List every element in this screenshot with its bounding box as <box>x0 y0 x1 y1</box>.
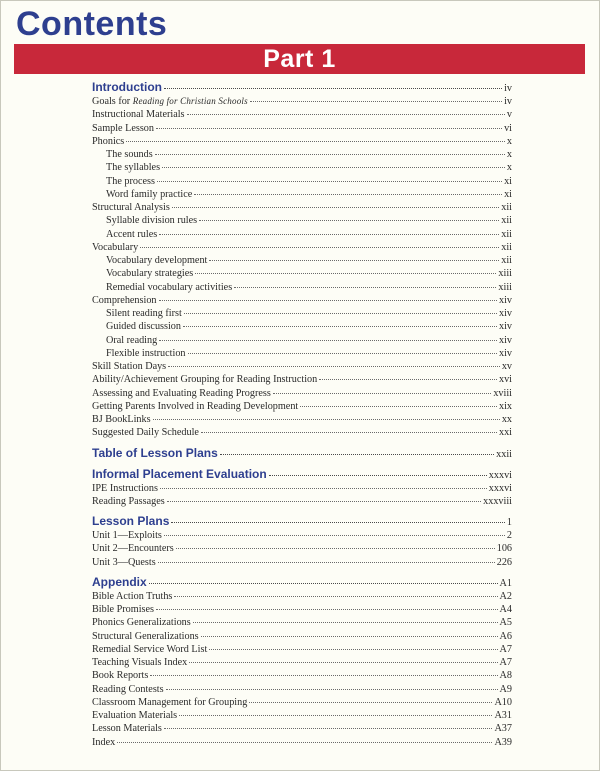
toc-entry-instructional-materials[interactable] <box>92 108 512 121</box>
page-number: xii <box>501 241 512 253</box>
dot-leader <box>156 609 498 610</box>
toc-entry-assessing-progress[interactable] <box>92 387 512 400</box>
toc-entry-accent-rules[interactable] <box>92 228 512 241</box>
page-number: A9 <box>499 683 512 695</box>
toc-entry-index[interactable] <box>92 736 512 749</box>
page-number: A31 <box>494 710 512 721</box>
dot-leader <box>194 194 502 195</box>
dot-leader <box>166 689 498 690</box>
toc-entry-bible-action-truths[interactable] <box>92 590 512 603</box>
entry-label: The sounds <box>106 149 153 160</box>
entry-label: Getting Parents Involved in Reading Development <box>92 400 299 412</box>
entry-label: Assessing and Evaluating Reading Progress <box>92 387 271 399</box>
page-number: 106 <box>496 543 512 555</box>
page-number: iv <box>504 83 512 94</box>
entry-label: Reading Contests <box>92 683 164 695</box>
entry-label: Oral reading <box>106 334 158 346</box>
page-number: iv <box>504 96 512 107</box>
page-number: xix <box>498 400 512 412</box>
entry-label: Lesson Materials <box>92 723 162 735</box>
entry-label: Ability/Achievement Grouping for Reading Instruction <box>92 374 318 386</box>
toc-entry-unit-1[interactable] <box>92 529 512 542</box>
toc-entry-vocabulary-development[interactable] <box>92 254 512 267</box>
toc-entry-guided-discussion[interactable] <box>92 320 512 333</box>
toc-entry-flexible-instruction[interactable] <box>92 347 512 360</box>
toc-entry-ipe-instructions[interactable] <box>92 482 512 495</box>
toc-entry-structural-generalizations[interactable] <box>92 630 512 643</box>
dot-leader <box>300 406 497 407</box>
toc-section-table-of-lesson-plans[interactable] <box>92 446 512 461</box>
dot-leader <box>209 649 497 650</box>
toc-entry-remedial-vocabulary-activities[interactable] <box>92 281 512 294</box>
book-title-italic: Reading for Christian Schools <box>132 96 248 106</box>
toc-entry-suggested-daily-schedule[interactable] <box>92 426 512 439</box>
entry-label: Book Reports <box>92 670 149 682</box>
dot-leader <box>157 181 502 182</box>
entry-label: Instructional Materials <box>92 109 185 121</box>
dot-leader <box>149 583 498 584</box>
dot-leader <box>176 548 495 549</box>
section-label: Introduction <box>92 80 162 94</box>
toc-entry-comprehension[interactable] <box>92 294 512 307</box>
section-label: Informal Placement Evaluation <box>92 466 267 481</box>
dot-leader <box>250 101 502 102</box>
entry-label: Structural Generalizations <box>92 630 199 642</box>
page-number: x <box>506 162 512 174</box>
entry-label: Unit 1—Exploits <box>92 530 162 541</box>
dot-leader <box>164 88 502 89</box>
dot-leader <box>164 535 505 536</box>
toc-section-introduction[interactable] <box>92 80 512 95</box>
section-label: Table of Lesson Plans <box>92 445 218 460</box>
page-number: xv <box>501 361 512 372</box>
dot-leader <box>126 141 505 142</box>
toc-entry-structural-analysis[interactable] <box>92 201 512 214</box>
dot-leader <box>188 353 497 354</box>
entry-label: IPE Instructions <box>92 482 158 494</box>
page-number: 1 <box>506 517 512 528</box>
dot-leader <box>189 662 497 663</box>
page-number: v <box>506 109 512 121</box>
entry-label: Bible Promises <box>92 604 154 615</box>
toc-entry-goals[interactable] <box>92 95 512 108</box>
page-number: xi <box>504 175 512 187</box>
page-number: vi <box>504 122 512 134</box>
toc-section-lesson-plans[interactable] <box>92 514 512 529</box>
page-number: xvi <box>498 374 512 386</box>
entry-label: Syllable division rules <box>106 215 198 227</box>
toc-entry-reading-passages[interactable] <box>92 495 512 508</box>
dot-leader <box>159 300 497 301</box>
page-number: xiv <box>498 347 512 359</box>
table-of-contents <box>92 80 512 749</box>
page-number: xii <box>501 215 512 227</box>
toc-entry-oral-reading[interactable] <box>92 334 512 347</box>
page-number: xiv <box>498 321 512 333</box>
entry-label: Unit 3—Quests <box>92 556 156 568</box>
entry-label: The syllables <box>106 162 161 174</box>
toc-entry-remedial-service-word-list[interactable] <box>92 643 512 656</box>
part-banner: Part 1 <box>14 44 585 74</box>
dot-leader <box>155 154 505 155</box>
toc-entry-phonics-generalizations[interactable] <box>92 616 512 629</box>
toc-entry-unit-2[interactable] <box>92 542 512 555</box>
toc-entry-the-process[interactable] <box>92 175 512 188</box>
page-number: xiv <box>498 294 512 306</box>
dot-leader <box>160 488 487 489</box>
entry-label: BJ BookLinks <box>92 414 151 425</box>
toc-entry-silent-reading-first[interactable] <box>92 307 512 320</box>
dot-leader <box>184 313 497 314</box>
page-number: A4 <box>499 604 512 615</box>
toc-entry-classroom-management[interactable] <box>92 696 512 709</box>
toc-entry-word-family-practice[interactable] <box>92 188 512 201</box>
page-number: 226 <box>496 556 512 568</box>
page-number: x <box>506 135 512 147</box>
toc-entry-sample-lesson[interactable] <box>92 122 512 135</box>
page-number: xiv <box>498 334 512 346</box>
toc-entry-book-reports[interactable] <box>92 669 512 682</box>
dot-leader <box>140 247 499 248</box>
entry-label: Suggested Daily Schedule <box>92 427 199 439</box>
dot-leader <box>195 273 496 274</box>
page-number: xxi <box>498 427 512 439</box>
page-number: 2 <box>506 530 512 541</box>
toc-entry-the-syllables[interactable] <box>92 161 512 174</box>
toc-entry-phonics[interactable] <box>92 135 512 148</box>
page-number: xii <box>501 255 512 266</box>
dot-leader <box>193 622 498 623</box>
page-number: xiii <box>498 268 512 280</box>
page-number: A37 <box>494 723 512 735</box>
page-title: Contents <box>16 5 168 43</box>
page-number: xxxvi <box>488 469 512 481</box>
toc-entry-syllable-division-rules[interactable] <box>92 214 512 227</box>
page-number: A10 <box>494 696 512 708</box>
page-number: xiii <box>498 281 512 293</box>
entry-label: Teaching Visuals Index <box>92 657 188 668</box>
dot-leader <box>249 702 492 703</box>
entry-label: The process <box>106 175 155 187</box>
page-number: xxxviii <box>483 495 512 507</box>
page-number: xxxvi <box>488 482 512 494</box>
toc-section-informal-placement-evaluation[interactable] <box>92 467 512 482</box>
entry-label: Bible Action Truths <box>92 590 173 602</box>
entry-label: Goals for Reading for Christian Schools <box>92 96 248 107</box>
entry-label: Index <box>92 736 116 748</box>
entry-label: Unit 2—Encounters <box>92 543 174 555</box>
dot-leader <box>174 596 497 597</box>
dot-leader <box>187 114 505 115</box>
page-number: xviii <box>493 387 512 399</box>
entry-label: Silent reading first <box>106 308 182 319</box>
section-label: Appendix <box>92 574 147 589</box>
page-number: A7 <box>499 657 512 668</box>
dot-leader <box>209 260 499 261</box>
dot-leader <box>156 128 502 129</box>
dot-leader <box>164 728 493 729</box>
page-number: A6 <box>499 630 512 642</box>
page-number: A2 <box>499 590 512 602</box>
dot-leader <box>159 340 497 341</box>
section-label: Lesson Plans <box>92 514 170 528</box>
dot-leader <box>171 522 505 523</box>
toc-entry-getting-parents-involved[interactable] <box>92 400 512 413</box>
page-number: xiv <box>498 308 512 319</box>
entry-label: Vocabulary <box>92 241 139 253</box>
dot-leader <box>199 220 499 221</box>
entry-label: Word family practice <box>106 188 193 200</box>
page-number: xii <box>501 228 512 240</box>
dot-leader <box>179 715 492 716</box>
entry-label: Remedial vocabulary activities <box>106 281 233 293</box>
toc-entry-reading-contests[interactable] <box>92 683 512 696</box>
toc-entry-skill-station-days[interactable] <box>92 360 512 373</box>
entry-label: Evaluation Materials <box>92 710 178 721</box>
entry-label: Guided discussion <box>106 321 181 333</box>
page-number: A1 <box>499 577 512 589</box>
dot-leader <box>168 366 500 367</box>
dot-leader <box>183 326 497 327</box>
dot-leader <box>201 636 498 637</box>
toc-entry-the-sounds[interactable] <box>92 148 512 161</box>
toc-entry-vocabulary[interactable] <box>92 241 512 254</box>
entry-label: Reading Passages <box>92 495 165 507</box>
toc-entry-ability-grouping[interactable] <box>92 373 512 386</box>
page-number: xx <box>501 414 512 425</box>
entry-label: Comprehension <box>92 294 157 306</box>
page-number: A5 <box>499 617 512 629</box>
entry-label: Classroom Management for Grouping <box>92 696 248 708</box>
entry-label: Flexible instruction <box>106 347 186 359</box>
dot-leader <box>172 207 499 208</box>
dot-leader <box>201 432 497 433</box>
dot-leader <box>234 287 496 288</box>
toc-entry-bj-booklinks[interactable] <box>92 413 512 426</box>
page-number: x <box>506 149 512 160</box>
entry-label: Sample Lesson <box>92 122 154 134</box>
dot-leader <box>153 419 500 420</box>
dot-leader <box>150 675 497 676</box>
dot-leader <box>117 742 492 743</box>
toc-entry-lesson-materials[interactable] <box>92 722 512 735</box>
entry-label: Accent rules <box>106 228 158 240</box>
page-number: A8 <box>499 670 512 682</box>
entry-label: Phonics <box>92 135 125 147</box>
entry-label: Structural Analysis <box>92 202 170 213</box>
dot-leader <box>319 379 497 380</box>
dot-leader <box>220 454 494 455</box>
toc-section-appendix[interactable] <box>92 575 512 590</box>
toc-entry-unit-3[interactable] <box>92 556 512 569</box>
page-number: A7 <box>499 643 512 655</box>
entry-label: Vocabulary development <box>106 255 208 266</box>
dot-leader <box>269 475 487 476</box>
dot-leader <box>273 393 491 394</box>
page-number: A39 <box>494 736 512 748</box>
dot-leader <box>162 167 505 168</box>
toc-entry-teaching-visuals-index[interactable] <box>92 656 512 669</box>
entry-label: Vocabulary strategies <box>106 268 194 280</box>
dot-leader <box>167 501 481 502</box>
page-number: xi <box>504 188 512 200</box>
entry-label: Skill Station Days <box>92 361 167 372</box>
page-number: xxii <box>496 448 512 460</box>
dot-leader <box>158 562 495 563</box>
page-number: xii <box>501 202 512 213</box>
entry-label: Remedial Service Word List <box>92 643 208 655</box>
toc-entry-vocabulary-strategies[interactable] <box>92 267 512 280</box>
dot-leader <box>159 234 499 235</box>
toc-entry-evaluation-materials[interactable] <box>92 709 512 722</box>
toc-entry-bible-promises[interactable] <box>92 603 512 616</box>
entry-label: Phonics Generalizations <box>92 617 191 629</box>
